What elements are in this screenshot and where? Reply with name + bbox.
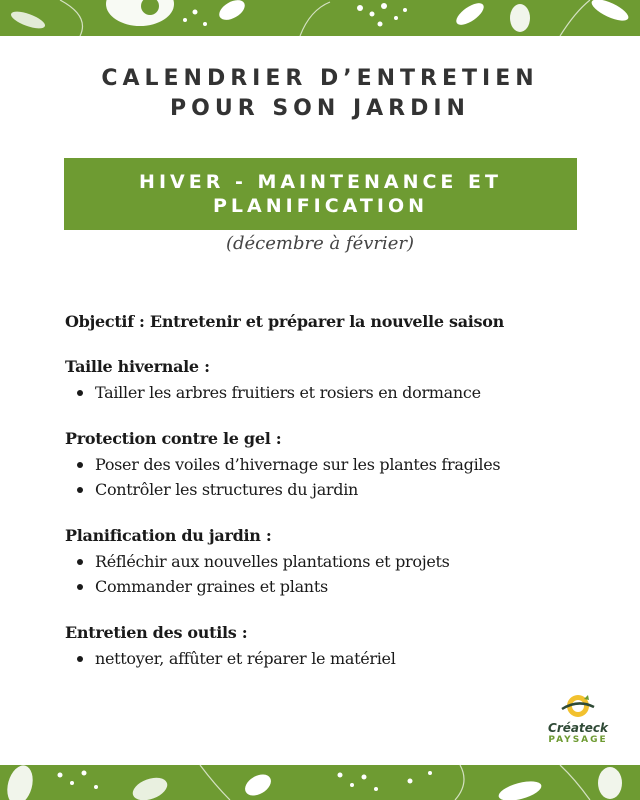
- section-outils: [65, 623, 605, 671]
- section-protection: [65, 429, 605, 502]
- section-heading: Planification du jardin :: [65, 526, 272, 545]
- task-item: Contrôler les structures du jardin: [65, 477, 605, 502]
- objective: Objectif : Entretenir et préparer la nouvelle saison: [65, 312, 504, 331]
- task-list: [65, 452, 605, 502]
- createck-logo: [542, 693, 614, 753]
- logo-subtitle: PAYSAGE: [548, 735, 608, 745]
- task-item: Tailler les arbres fruitiers et rosiers en dormance: [65, 380, 605, 405]
- task-list: [65, 380, 605, 405]
- season-banner: [64, 158, 577, 230]
- task-item: nettoyer, affûter et réparer le matériel: [65, 646, 605, 671]
- leaf-pattern-top: [0, 0, 640, 36]
- task-item: Commander graines et plants: [65, 574, 605, 599]
- season-title: [64, 170, 577, 218]
- section-heading: Taille hivernale :: [65, 357, 210, 376]
- leaf-pattern-bottom: [0, 765, 640, 800]
- task-item: Poser des voiles d’hivernage sur les plantes fragiles: [65, 452, 605, 477]
- season-title-line-2: PLANIFICATION: [212, 195, 428, 217]
- season-date-range: (décembre à février): [225, 233, 415, 254]
- section-heading: Entretien des outils :: [65, 623, 248, 642]
- task-list: [65, 646, 605, 671]
- bottom-decorative-band: [0, 765, 640, 800]
- section-heading: Protection contre le gel :: [65, 429, 282, 448]
- section-taille: [65, 357, 605, 405]
- page-title: [0, 64, 640, 124]
- season-title-line-1: HIVER - MAINTENANCE ET: [139, 171, 502, 193]
- page-title-line-1: CALENDRIER D’ENTRETIEN: [101, 66, 539, 91]
- top-decorative-band: [0, 0, 640, 36]
- task-list: [65, 549, 605, 599]
- logo-mark-icon: [558, 693, 598, 719]
- section-planification: [65, 526, 605, 599]
- maintenance-content: [65, 312, 605, 695]
- page-title-line-2: POUR SON JARDIN: [170, 96, 470, 121]
- task-item: Réfléchir aux nouvelles plantations et projets: [65, 549, 605, 574]
- logo-name: Créateck: [548, 721, 608, 735]
